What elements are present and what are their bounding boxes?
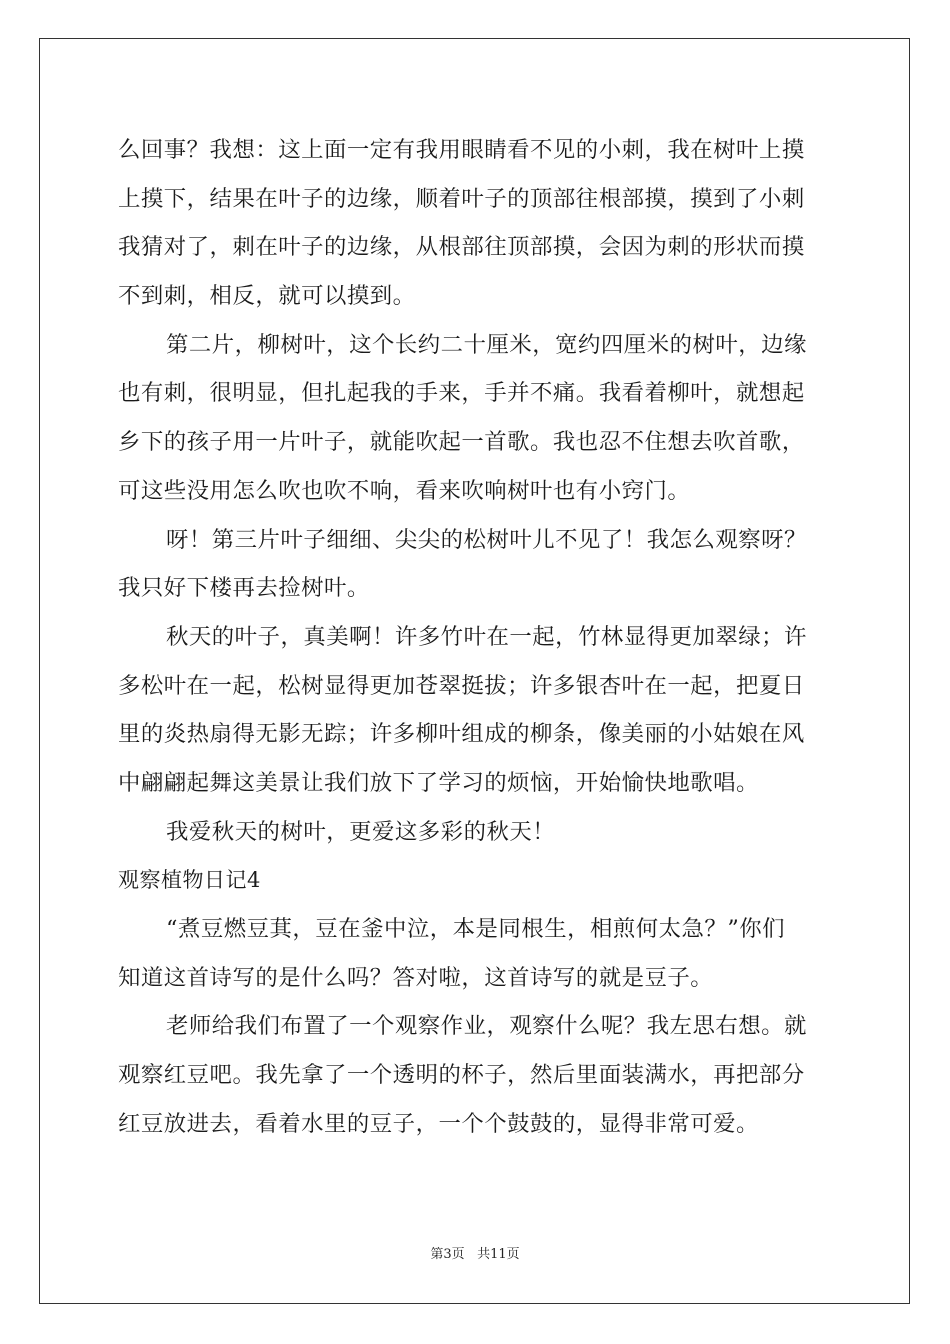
text-line: 知道这首诗写的是什么吗？答对啦，这首诗写的就是豆子。 (118, 964, 714, 991)
page-footer (0, 1243, 950, 1262)
paragraph-first-line: 第二片，柳树叶，这个长约二十厘米，宽约四厘米的树叶，边缘 (166, 331, 807, 358)
text-line: 里的炎热扇得无影无踪；许多柳叶组成的柳条，像美丽的小姑娘在风 (118, 721, 805, 748)
text-line: 可这些没用怎么吹也吹不响，看来吹响树叶也有小窍门。 (118, 477, 691, 504)
section-heading: 观察植物日记4 (118, 868, 261, 893)
text-line: 乡下的孩子用一片叶子，就能吹起一首歌。我也忍不住想去吹首歌， (118, 429, 805, 456)
text-line: 么回事？我想：这上面一定有我用眼睛看不见的小刺，我在树叶上摸 (118, 137, 805, 163)
text-line: 观察红豆吧。我先拿了一个透明的杯子，然后里面装满水，再把部分 (118, 1062, 805, 1089)
document-body (118, 126, 832, 1148)
text-line: 多松叶在一起，松树显得更加苍翠挺拔；许多银杏叶在一起，把夏日 (118, 672, 805, 699)
paragraph-first-line: 呀！第三片叶子细细、尖尖的松树叶儿不见了！我怎么观察呀？ (166, 526, 807, 553)
page-total: 共11页 (477, 1247, 520, 1262)
page-number: 第3页 (430, 1247, 465, 1262)
text-line: 我只好下楼再去捡树叶。 (118, 575, 370, 602)
text-line: 红豆放进去，看着水里的豆子，一个个鼓鼓的，显得非常可爱。 (118, 1110, 759, 1137)
text-line: 不到刺，相反，就可以摸到。 (118, 283, 416, 310)
paragraph-first-line: 秋天的叶子，真美啊！许多竹叶在一起，竹林显得更加翠绿；许 (166, 623, 807, 650)
text-line: 上摸下，结果在叶子的边缘，顺着叶子的顶部往根部摸，摸到了小刺 (118, 185, 805, 212)
text-line: 也有刺，很明显，但扎起我的手来，手并不痛。我看着柳叶，就想起 (118, 380, 805, 407)
paragraph-first-line: 我爱秋天的树叶，更爱这多彩的秋天！ (166, 818, 556, 845)
text-line: 我猜对了，刺在叶子的边缘，从根部往顶部摸，会因为刺的形状而摸 (118, 234, 805, 261)
paragraph-first-line: 老师给我们布置了一个观察作业，观察什么呢？我左思右想。就 (166, 1013, 807, 1040)
text-line: 中翩翩起舞这美景让我们放下了学习的烦恼，开始愉快地歌唱。 (118, 769, 759, 796)
paragraph-first-line: “煮豆燃豆萁，豆在釜中泣，本是同根生，相煎何太急？”你们 (166, 916, 786, 942)
